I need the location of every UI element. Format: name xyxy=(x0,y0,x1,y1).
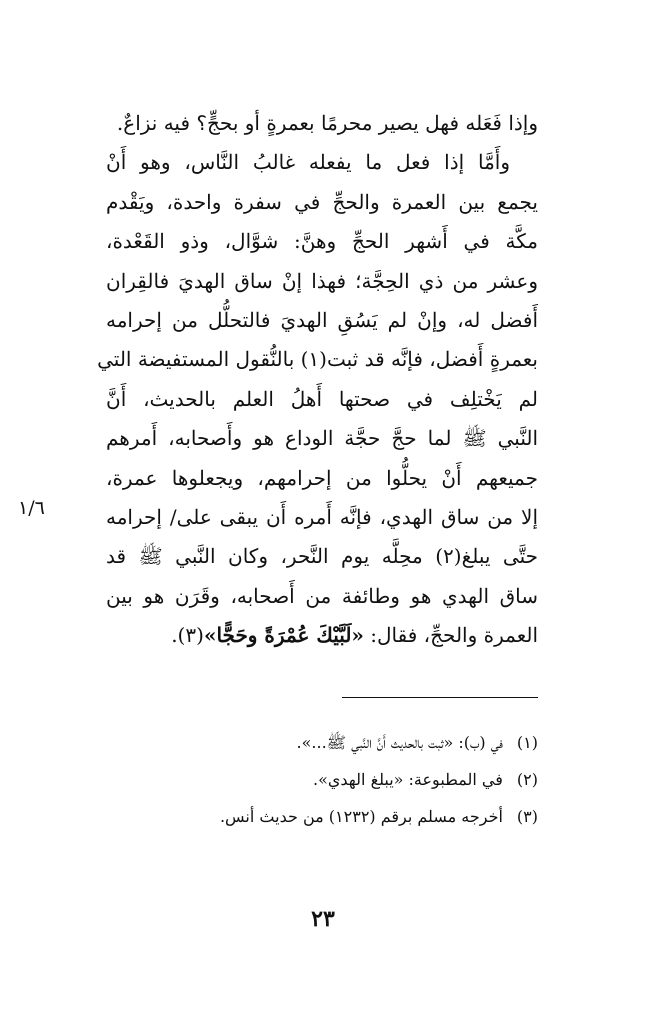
footnote-text: في (ب): «ثبت بالحديث أَنَّ النَّبي ﷺ...». xyxy=(296,733,503,752)
text-line: مكَّة في أَشهر الحجِّ وهنَّ: شوَّال، وذو القَعْدة، xyxy=(106,229,538,254)
footnote-number: (١) xyxy=(516,733,538,752)
text-line: إلا من ساق الهدي، فإنَّه أَمره أَن يبقى على/ إحرامه xyxy=(106,504,538,529)
text-line: جميعهم أَنْ يحلُّوا من إحرامهم، ويجعلوها عمرة، xyxy=(106,465,538,490)
text-line: النَّبي ﷺ لما حجَّ حجَّة الوداع هو وأَصحابه، أَمرهم xyxy=(106,426,538,451)
text-line: وأَمَّا إذا فعل ما يفعله غالبُ النَّاس، وهو أَنْ xyxy=(106,150,510,175)
text-line: وإذا فَعَله فهل يصير محرمًا بعمرةٍ أو بحجٍّ؟ فيه نزاعٌ. xyxy=(116,111,538,135)
text-line: يجمع بين العمرة والحجِّ في سفرة واحدة، ويَقْدم xyxy=(106,189,538,214)
text-line: أَفضل له، وإنْ لم يَسُقِ الهديَ فالتحلُّل من إحرامه xyxy=(106,307,538,332)
text-line: بعمرةٍ أَفضل، فإنَّه قد ثبت(١) بالنُّقول المستفيضة التي xyxy=(97,347,538,372)
footnote-item xyxy=(106,761,538,798)
main-text xyxy=(97,104,538,655)
quoted-talbiyah: «لَبَّيْكَ عُمْرَةً وحَجًّا» xyxy=(203,623,364,648)
footnote-item xyxy=(106,724,538,761)
footnote-text: في المطبوعة: «يبلغ الهدي». xyxy=(312,770,503,789)
text-line-last xyxy=(106,616,538,655)
footnotes xyxy=(106,724,538,835)
page-number: ٢٣ xyxy=(311,906,335,932)
footnote-item xyxy=(106,798,538,835)
text-line: ساق الهدي هو وطائفة من أَصحابه، وقَرَن هو بين xyxy=(106,583,538,608)
last-line-prefix: العمرة والحجِّ، فقال: xyxy=(363,623,538,648)
footnote-text: أخرجه مسلم برقم (١٢٣٢) من حديث أنس. xyxy=(219,807,503,826)
text-line: لم يَخْتلِف في صحتها أَهلُ العلم بالحديث، أَنَّ xyxy=(106,386,538,411)
manuscript-folio-note: ١/٦ xyxy=(18,497,45,519)
footnote-number: (٣) xyxy=(516,807,538,826)
last-line-suffix: (٣). xyxy=(171,623,204,648)
footnote-number: (٢) xyxy=(516,770,538,789)
text-line: حتَّى يبلغ(٢) محِلَّه يوم النَّحر، وكان النَّبي ﷺ قد xyxy=(106,544,538,569)
footnote-separator xyxy=(342,697,538,698)
text-line: وعشر من ذي الحِجَّة؛ فهذا إنْ ساق الهديَ فالقِران xyxy=(106,268,538,293)
